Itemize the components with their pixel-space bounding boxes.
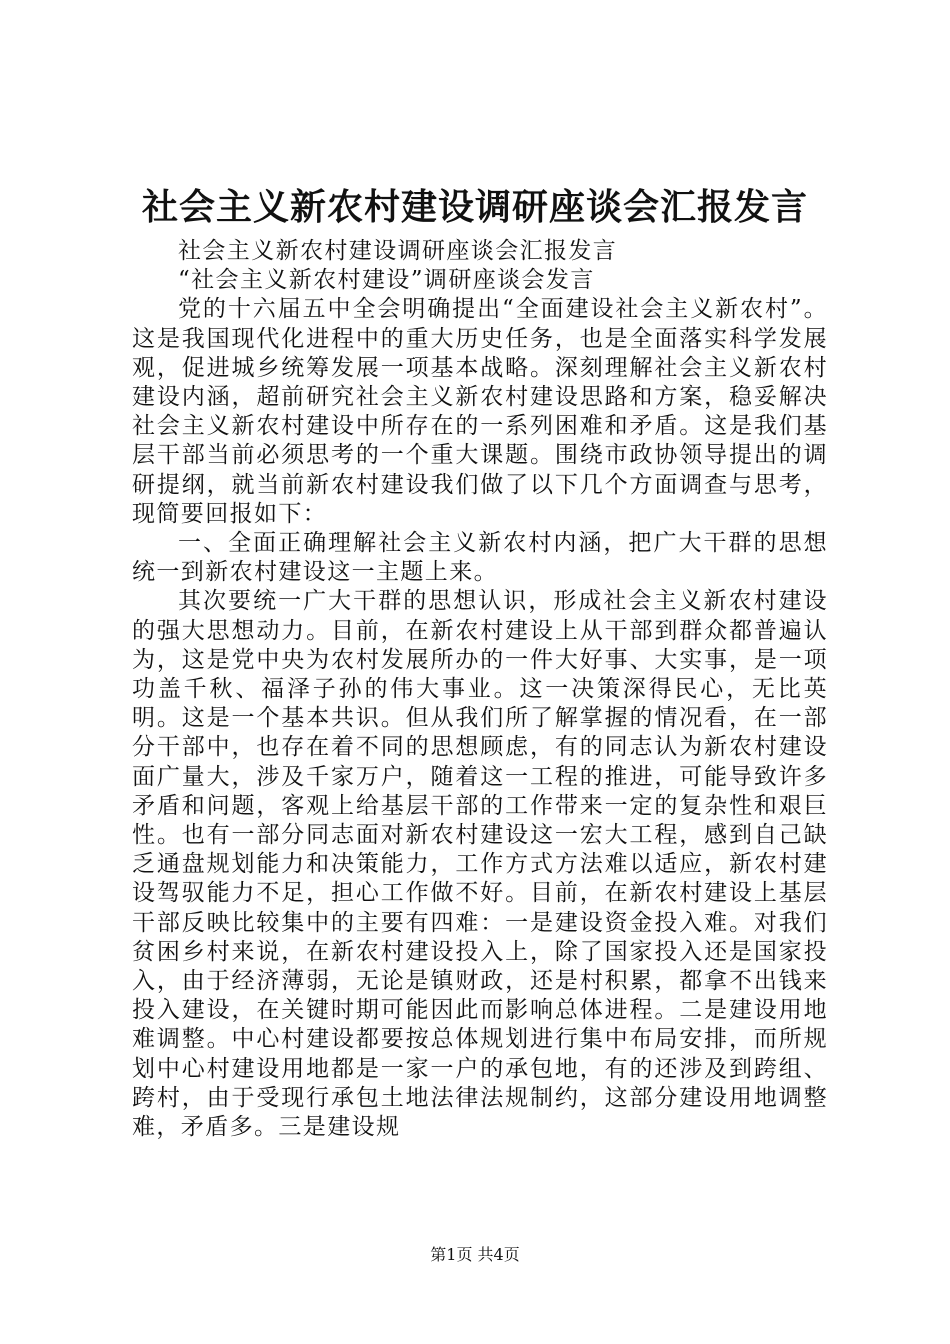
section-heading-paragraph: 一、全面正确理解社会主义新农村内涵，把广大干群的思想统一到新农村建设这一主题上来。 — [132, 530, 828, 586]
subtitle-paragraph: “社会主义新农村建设”调研座谈会发言 — [178, 267, 595, 294]
document-title: 社会主义新农村建设调研座谈会汇报发言 — [141, 187, 808, 228]
body-paragraph: 党的十六届五中全会明确提出“全面建设社会主义新农村”。这是我国现代化进程中的重大历史任务，也是全面落实科学发展观，促进城乡统筹发展一项基本战略。深刻理解社会主义新农村建设内涵，超前研究社会主义新农村建设思路和方案，稳妥解决社会主义新农村建设中所存在的一系列困难和矛盾。这是我们基层干部当前必须思考的一个重大课题。围绕市政协领导提出的调研提纲，就当前新农村建设我们做了以下几个方面调查与思考，现简要回报如下： — [132, 296, 828, 527]
subtitle-paragraph: 社会主义新农村建设调研座谈会汇报发言 — [178, 238, 618, 264]
document-body — [132, 237, 828, 1142]
body-paragraph: 其次要统一广大干群的思想认识，形成社会主义新农村建设的强大思想动力。目前，在新农村建设上从干部到群众都普遍认为，这是党中央为农村发展所办的一件大好事、大实事，是一项功盖千秋、福泽子孙的伟大事业。这一决策深得民心，无比英明。这是一个基本共识。但从我们所了解掌握的情况看，在一部分干部中，也存在着不同的思想顾虑，有的同志认为新农村建设面广量大，涉及千家万户，随着这一工程的推进，可能导致许多矛盾和问题，客观上给基层干部的工作带来一定的复杂性和艰巨性。也有一部分同志面对新农村建设这一宏大工程，感到自己缺乏通盘规划能力和决策能力，工作方式方法难以适应，新农村建设驾驭能力不足，担心工作做不好。目前，在新农村建设上基层干部反映比较集中的主要有四难：一是建设资金投入难。对我们贫困乡村来说，在新农村建设投入上，除了国家投入还是国家投入，由于经济薄弱，无论是镇财政，还是村积累，都拿不出钱来投入建设，在关键时期可能因此而影响总体进程。二是建设用地难调整。中心村建设都要按总体规划进行集中布局安排，而所规划中心村建设用地都是一家一户的承包地，有的还涉及到跨组、跨村，由于受现行承包土地法律法规制约，这部分建设用地调整难，矛盾多。三是建设规 — [132, 588, 828, 1141]
page-footer: 第1页 共4页 — [430, 1245, 520, 1264]
